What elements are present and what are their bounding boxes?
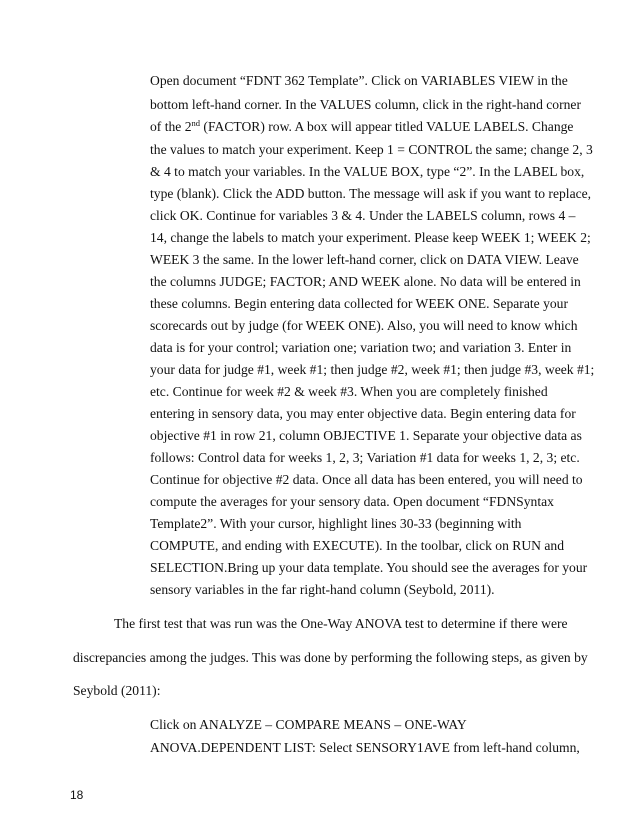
quote-line: ANOVA.DEPENDENT LIST: Select SENSORY1AVE from left-hand column, (150, 740, 580, 755)
quote-text: of the 2 (150, 119, 192, 134)
ordinal-superscript: nd (191, 118, 201, 128)
quote-line: SELECTION.Bring up your data template. You should see the averages for your (150, 560, 588, 575)
quote-line: 14, change the labels to match your experiment. Please keep WEEK 1; WEEK 2; (150, 230, 591, 245)
paragraph-line: discrepancies among the judges. This was done by performing the following steps, as given by (73, 650, 588, 665)
quote-line: WEEK 3 the same. In the lower left-hand corner, click on DATA VIEW. Leave (150, 252, 579, 267)
quote-line: Continue for objective #2 data. Once all data has been entered, you will need to (150, 472, 583, 487)
quote-line: COMPUTE, and ending with EXECUTE). In the toolbar, click on RUN and (150, 538, 564, 553)
quote-line: compute the averages for your sensory data. Open document “FDNSyntax (150, 494, 554, 509)
paragraph-line: The first test that was run was the One-Way ANOVA test to determine if there were (114, 616, 568, 631)
page-number: 18 (70, 788, 84, 802)
quote-text: (FACTOR) row. A box will appear titled VALUE LABELS. Change (200, 119, 574, 134)
quote-line: objective #1 in row 21, column OBJECTIVE 1. Separate your objective data as (150, 428, 582, 443)
quote-line: bottom left-hand corner. In the VALUES column, click in the right-hand corner (150, 97, 581, 112)
quote-line: your data for judge #1, week #1; then judge #2, week #1; then judge #3, week #1; (150, 362, 595, 377)
quote-line: click OK. Continue for variables 3 & 4. Under the LABELS column, rows 4 – (150, 208, 576, 223)
quote-line: scorecards out by judge (for WEEK ONE). Also, you will need to know which (150, 318, 578, 333)
quote-line (150, 119, 573, 135)
quote-line: type (blank). Click the ADD button. The message will ask if you want to replace, (150, 186, 592, 201)
quote-line: these columns. Begin entering data collected for WEEK ONE. Separate your (150, 296, 568, 311)
quote-line: etc. Continue for week #2 & week #3. When you are completely finished (150, 384, 548, 399)
quote-line: & 4 to match your variables. In the VALUE BOX, type “2”. In the LABEL box, (150, 164, 585, 179)
quote-line: sensory variables in the far right-hand column (Seybold, 2011). (150, 582, 495, 597)
quote-line: the columns JUDGE; FACTOR; AND WEEK alone. No data will be entered in (150, 274, 581, 289)
paragraph-line: Seybold (2011): (73, 683, 161, 698)
quote-line: Click on ANALYZE – COMPARE MEANS – ONE-WAY (150, 717, 467, 732)
quote-line: entering in sensory data, you may enter objective data. Begin entering data for (150, 406, 576, 421)
quote-line: data is for your control; variation one; variation two; and variation 3. Enter in (150, 340, 572, 355)
quote-line: follows: Control data for weeks 1, 2, 3; Variation #1 data for weeks 1, 2, 3; etc. (150, 450, 580, 465)
quote-line: Template2”. With your cursor, highlight lines 30-33 (beginning with (150, 516, 522, 531)
quote-line: the values to match your experiment. Keep 1 = CONTROL the same; change 2, 3 (150, 142, 593, 157)
quote-line: Open document “FDNT 362 Template”. Click on VARIABLES VIEW in the (150, 73, 568, 88)
